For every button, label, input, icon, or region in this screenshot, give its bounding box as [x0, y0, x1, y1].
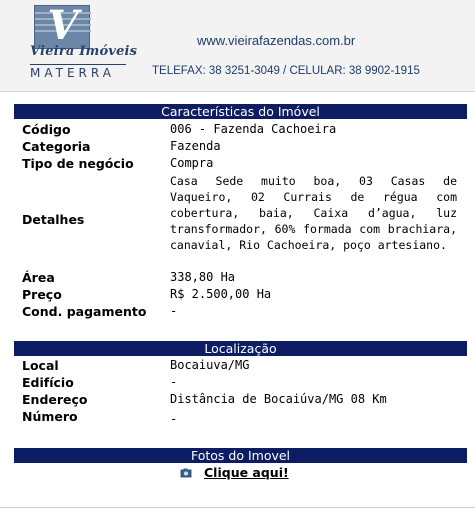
value-detalhes: Casa Sede muito boa, 03 Casas de Vaqueiro, 02 Currais de régua com cobertura, baia, Caixa d’agua, luz transformador, 60% formada com brachiara, canavial, Rio Cachoeira, poço artesiano. — [170, 174, 457, 252]
contact-line: TELEFAX: 38 3251-3049 / CELULAR: 38 9902-1915 — [152, 65, 420, 77]
value-endereco: Distância de Bocaiúva/MG 08 Km — [170, 392, 387, 406]
site-header — [0, 0, 475, 92]
value-edificio: - — [170, 375, 178, 389]
camera-icon — [180, 467, 192, 479]
label-cond-pagamento: Cond. pagamento — [22, 304, 147, 319]
bottom-divider — [0, 507, 475, 508]
row-preco — [22, 287, 462, 304]
row-cond-pagamento — [22, 304, 462, 321]
value-codigo: 006 - Fazenda Cachoeira — [170, 122, 337, 136]
label-codigo: Código — [22, 122, 71, 137]
row-numero — [22, 409, 462, 426]
row-endereco — [22, 392, 462, 409]
value-preco: R$ 2.500,00 Ha — [170, 287, 272, 301]
label-endereco: Endereço — [22, 392, 88, 407]
brand-name: Vieira Imóveis — [30, 44, 138, 59]
label-tipo-negocio: Tipo de negócio — [22, 156, 134, 171]
section-header-fotos: Fotos do Imovel — [14, 448, 467, 463]
label-edificio: Edifício — [22, 375, 74, 390]
value-categoria: Fazenda — [170, 139, 221, 153]
label-local: Local — [22, 358, 59, 373]
website-url: www.vieirafazendas.com.br — [197, 33, 356, 48]
value-numero: - — [170, 412, 178, 426]
row-tipo-negocio — [22, 156, 462, 173]
v-logo-icon: V — [34, 5, 90, 49]
row-categoria — [22, 139, 462, 156]
brand-sub: MATERRA — [30, 64, 126, 80]
label-area: Área — [22, 270, 55, 285]
value-cond-pagamento: - — [170, 304, 178, 318]
label-numero: Número — [22, 409, 78, 424]
label-detalhes: Detalhes — [22, 212, 85, 227]
value-local: Bocaiuva/MG — [170, 358, 250, 372]
section-header-localizacao: Localização — [14, 341, 467, 356]
row-edificio — [22, 375, 462, 392]
label-preco: Preço — [22, 287, 62, 302]
value-tipo-negocio: Compra — [170, 156, 214, 170]
photos-link[interactable]: Clique aqui! — [204, 465, 289, 480]
section-header-caracteristicas: Características do Imóvel — [14, 104, 467, 119]
row-local — [22, 358, 462, 375]
row-codigo — [22, 122, 462, 139]
row-area — [22, 270, 462, 287]
value-area: 338,80 Ha — [170, 270, 236, 284]
label-categoria: Categoria — [22, 139, 91, 154]
